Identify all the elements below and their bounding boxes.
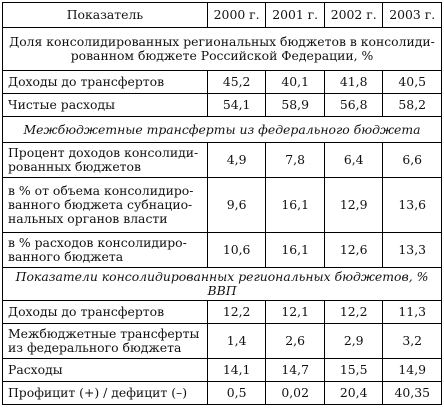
cell-value: 0,5	[207, 382, 266, 405]
row-label: Доходы до трансфертов	[3, 301, 208, 324]
cell-value: 20,4	[324, 382, 383, 405]
table-row	[3, 324, 442, 359]
table-row	[3, 94, 442, 117]
cell-value: 13,6	[383, 178, 442, 233]
cell-value: 6,6	[383, 143, 442, 178]
cell-value: 58,9	[266, 94, 325, 117]
cell-value: 12,2	[324, 301, 383, 324]
table-row	[3, 233, 442, 268]
cell-value: 54,1	[207, 94, 266, 117]
cell-value: 40,1	[266, 71, 325, 94]
row-label: Расходы	[3, 359, 208, 382]
section-title: Доля консолидированных региональных бюджетов в консолиди-рованном бюджете Российской Федерации, %	[3, 28, 442, 71]
cell-value: 14,9	[383, 359, 442, 382]
section-title: Показатели консолидированных региональных бюджетов, % ВВП	[3, 268, 442, 301]
cell-value: 3,2	[383, 324, 442, 359]
table-row	[3, 301, 442, 324]
cell-value: 45,2	[207, 71, 266, 94]
table-row	[3, 359, 442, 382]
section-row	[3, 268, 442, 301]
section-row	[3, 117, 442, 143]
cell-value: 41,8	[324, 71, 383, 94]
table-row	[3, 382, 442, 405]
row-label: Межбюджетные трансферты из федерального бюджета	[3, 324, 208, 359]
row-label: Доходы до трансфертов	[3, 71, 208, 94]
row-label: Профицит (+) / дефицит (–)	[3, 382, 208, 405]
cell-value: 2,9	[324, 324, 383, 359]
table-row	[3, 178, 442, 233]
row-label: Процент доходов консолиди-рованных бюджетов	[3, 143, 208, 178]
cell-value: 14,7	[266, 359, 325, 382]
cell-value: 40,5	[383, 71, 442, 94]
header-year-2001: 2001 г.	[266, 3, 325, 28]
cell-value: 13,3	[383, 233, 442, 268]
table-row	[3, 71, 442, 94]
header-year-2003: 2003 г.	[383, 3, 442, 28]
cell-value: 7,8	[266, 143, 325, 178]
cell-value: 2,6	[266, 324, 325, 359]
section-row	[3, 28, 442, 71]
cell-value: 1,4	[207, 324, 266, 359]
cell-value: 11,3	[383, 301, 442, 324]
cell-value: 4,9	[207, 143, 266, 178]
cell-value: 58,2	[383, 94, 442, 117]
cell-value: 15,5	[324, 359, 383, 382]
cell-value: 56,8	[324, 94, 383, 117]
row-label: в % от объема консолидиро-ванного бюджета субнацио-нальных органов власти	[3, 178, 208, 233]
cell-value: 16,1	[266, 233, 325, 268]
table-container	[2, 2, 442, 405]
cell-value: 14,1	[207, 359, 266, 382]
section-title: Межбюджетные трансферты из федерального бюджета	[3, 117, 442, 143]
cell-value: 12,9	[324, 178, 383, 233]
row-label: в % расходов консолидиро-ванного бюджета	[3, 233, 208, 268]
cell-value: 40,35	[383, 382, 442, 405]
header-year-2002: 2002 г.	[324, 3, 383, 28]
cell-value: 12,6	[324, 233, 383, 268]
cell-value: 10,6	[207, 233, 266, 268]
header-indicator: Показатель	[3, 3, 208, 28]
header-row	[3, 3, 442, 28]
cell-value: 9,6	[207, 178, 266, 233]
budget-table	[2, 2, 442, 405]
cell-value: 12,1	[266, 301, 325, 324]
cell-value: 0,02	[266, 382, 325, 405]
row-label: Чистые расходы	[3, 94, 208, 117]
cell-value: 16,1	[266, 178, 325, 233]
cell-value: 6,4	[324, 143, 383, 178]
header-year-2000: 2000 г.	[207, 3, 266, 28]
table-row	[3, 143, 442, 178]
cell-value: 12,2	[207, 301, 266, 324]
